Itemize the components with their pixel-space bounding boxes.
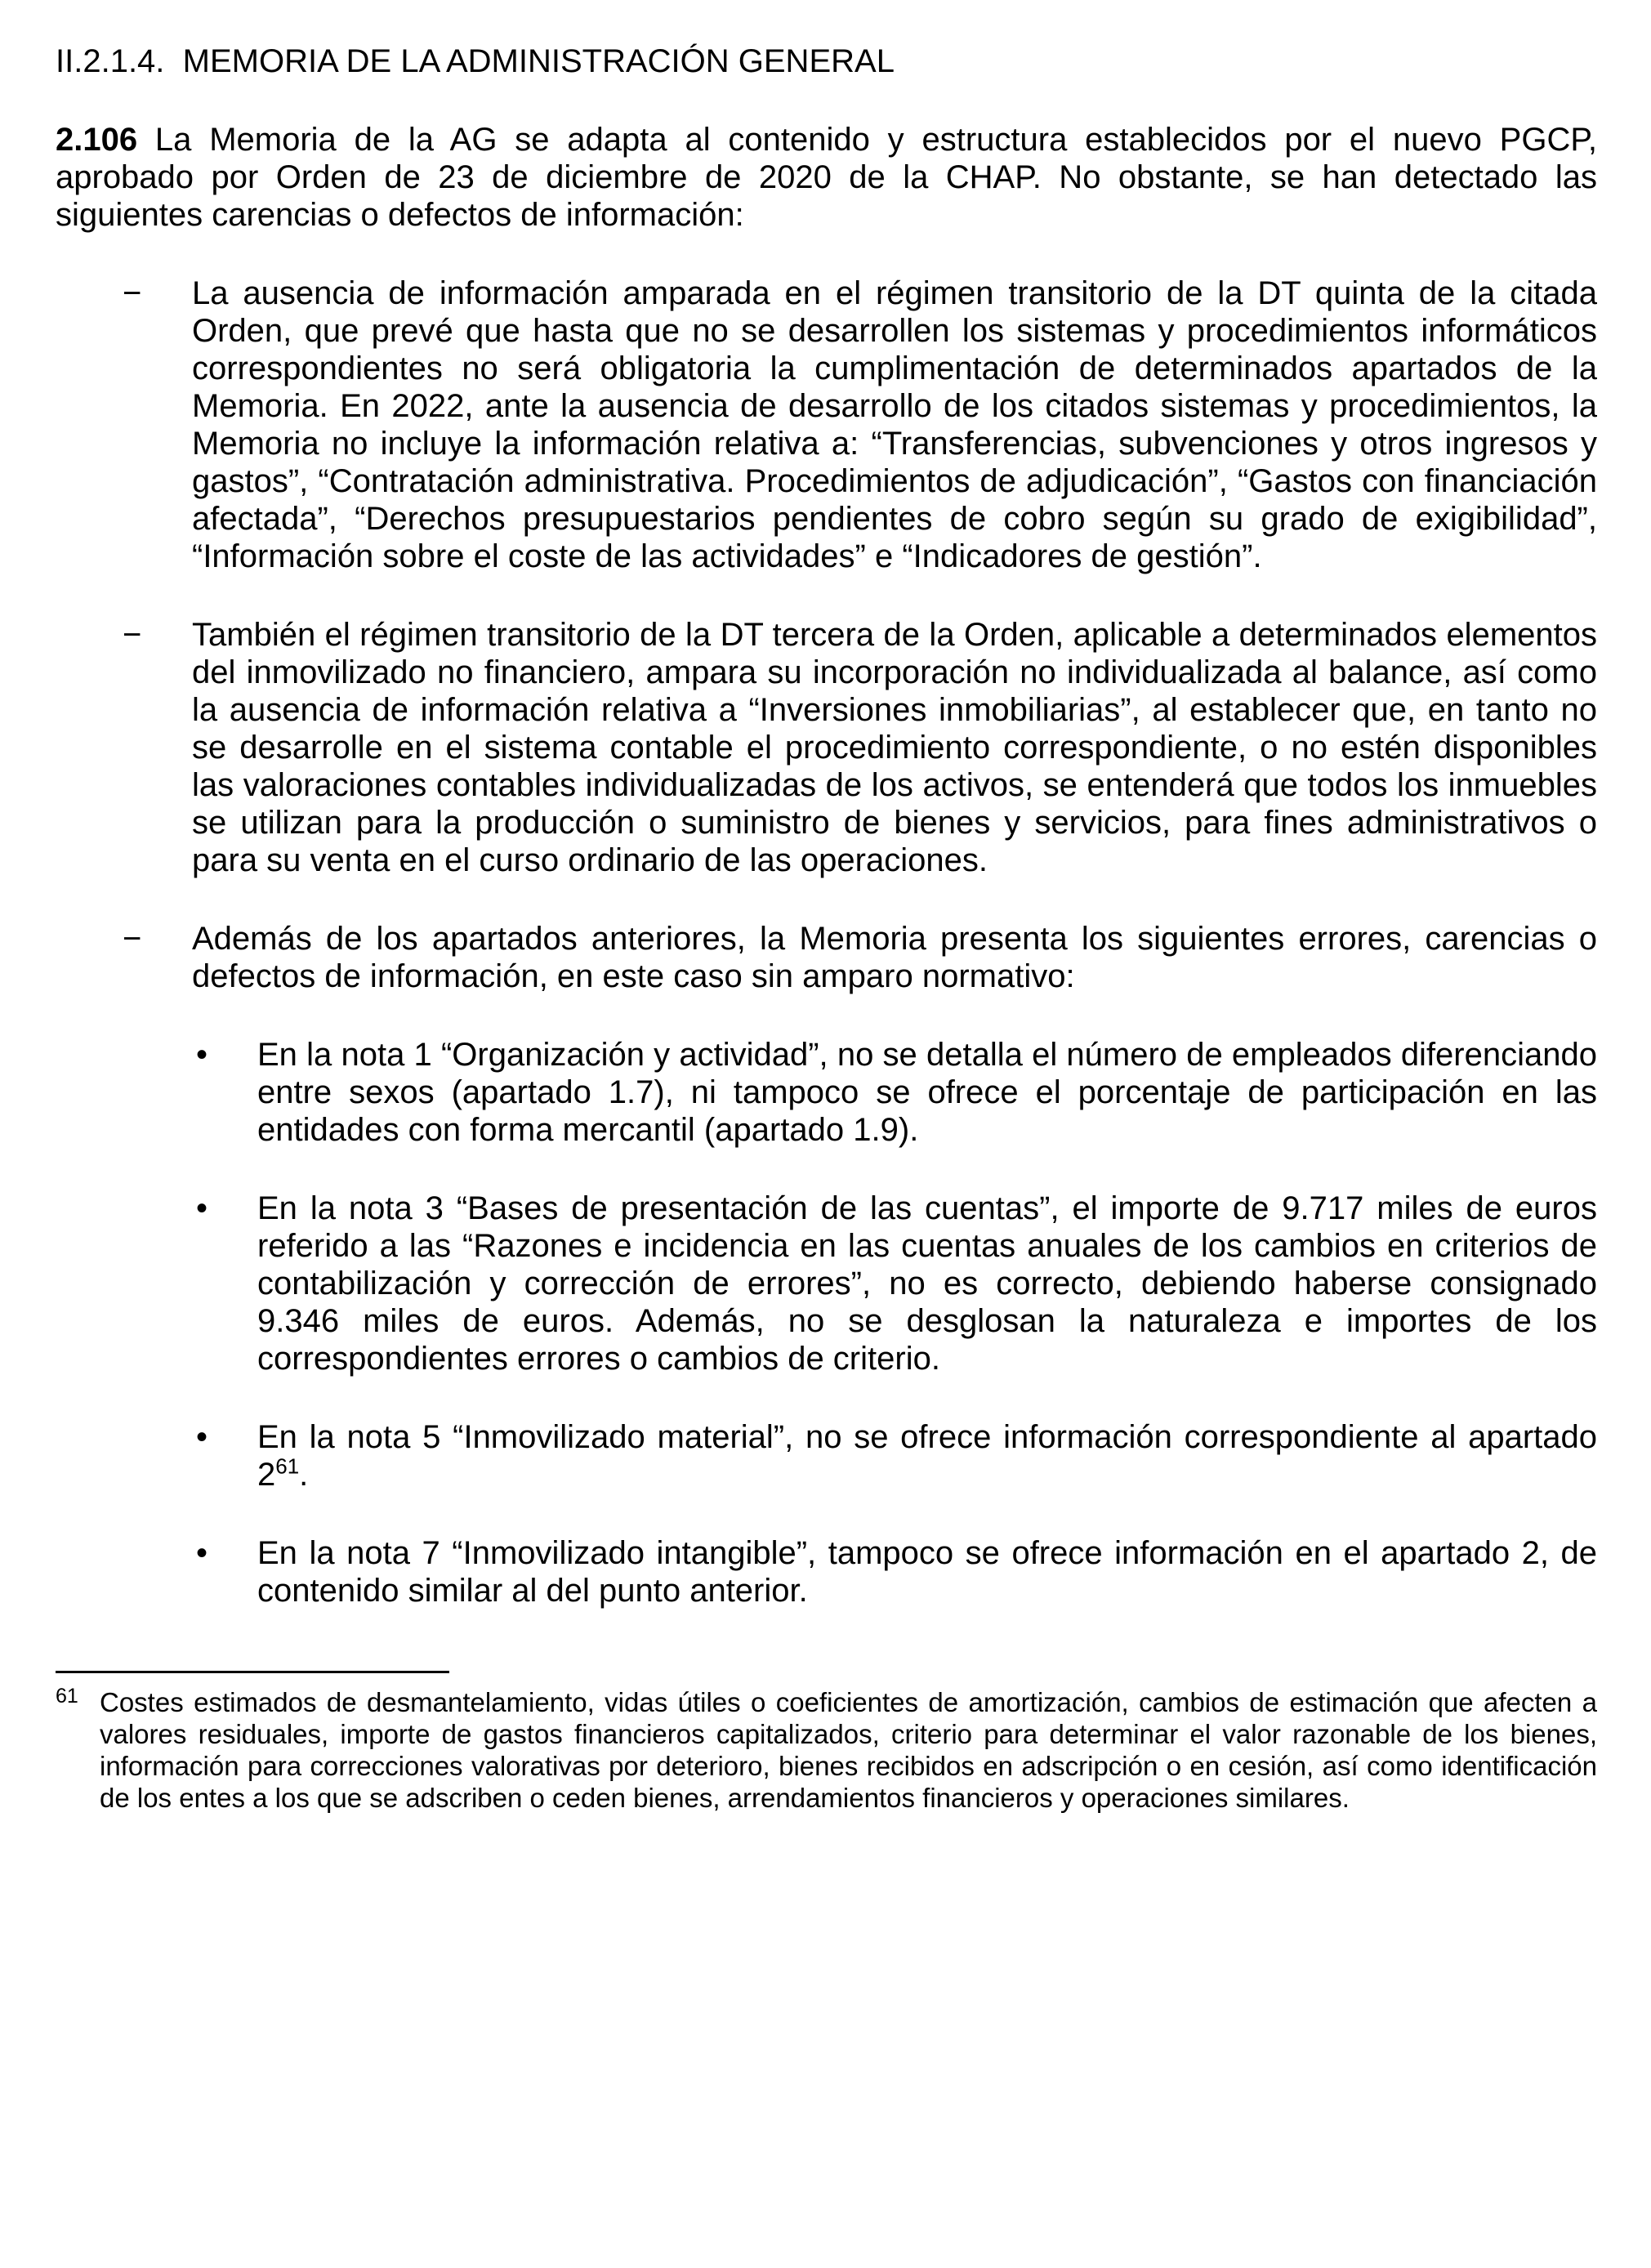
bullet-marker: • [196,1535,208,1571]
footnote-number: 61 [56,1685,78,1708]
footnote-separator-rule [56,1671,449,1673]
dash-marker: − [123,617,142,653]
bullet-list-item [56,1036,1597,1149]
bullet-item-text: En la nota 3 “Bases de presentación de las cuentas”, el importe de 9.717 miles de euros referido a las “Razones e incidencia en las cuentas anuales de los cambios en criterios de contabilización y corrección de errores”, no es correcto, debiendo haberse consignado 9.346 miles de euros. Además, no se desglosan la naturaleza e importes de los correspondientes errores o cambios de criterio. [257,1190,1597,1377]
dash-item-text: Además de los apartados anteriores, la Memoria presenta los siguientes errores, carencias o defectos de información, en este caso sin amparo normativo: [192,921,1597,994]
bullet-item-text-end: . [299,1457,309,1493]
bullet-list-item [56,1534,1597,1609]
bullet-item-text: En la nota 5 “Inmovilizado material”, no se ofrece información correspondiente al apartado 2 [257,1419,1597,1493]
bullet-item-text: En la nota 1 “Organización y actividad”, no se detalla el número de empleados diferenciando entre sexos (apartado 1.7), ni tampoco se ofrece el porcentaje de participación en las entidades con forma mercantil (apartado 1.9). [257,1037,1597,1148]
footnote-section [56,1671,1597,1814]
bullet-marker: • [196,1037,208,1073]
dash-list-item [56,275,1597,575]
bullet-marker: • [196,1190,208,1226]
bullet-marker: • [196,1419,208,1455]
section-heading: II.2.1.4. MEMORIA DE LA ADMINISTRACIÓN GENERAL [56,43,895,79]
dash-item-text: También el régimen transitorio de la DT tercera de la Orden, aplicable a determinados elementos del inmovilizado no financiero, ampara su incorporación no individualizada al balance, así como la ausencia de información relativa a “Inversiones inmobiliarias”, al establecer que, en tanto no se desarrolle en el sistema contable el procedimiento correspondiente, o no estén disponibles las valoraciones contables individualizadas de los activos, se entenderá que todos los inmuebles se utilizan para la producción o suministro de bienes y servicios, para fines administrativos o para su venta en el curso ordinario de las operaciones. [192,617,1597,878]
dash-list-item [56,616,1597,879]
intro-paragraph-text: La Memoria de la AG se adapta al contenido y estructura establecidos por el nuevo PGCP, aprobado por Orden de 23 de diciembre de 2020 de la CHAP. No obstante, se han detectado las siguientes carencias o defectos de información: [56,122,1597,233]
paragraph-number: 2.106 [56,122,138,158]
intro-paragraph [56,121,1597,234]
bullet-item-text: En la nota 7 “Inmovilizado intangible”, tampoco se ofrece información en el apartado 2, de contenido similar al del punto anterior. [257,1535,1597,1609]
dash-list-item [56,920,1597,995]
bullet-list-item [56,1418,1597,1493]
footnote [56,1686,1597,1814]
dash-marker: − [123,275,142,311]
dash-marker: − [123,921,142,957]
bullet-list-item [56,1190,1597,1377]
footnote-reference: 61 [275,1453,300,1479]
footnote-text: Costes estimados de desmantelamiento, vidas útiles o coeficientes de amortización, cambios de estimación que afecten a valores residuales, importe de gastos financieros capitalizados, criterio para determinar el valor razonable de los bienes, información para correcciones valorativas por deterioro, bienes recibidos en adscripción o en cesión, así como identificación de los entes a los que se adscriben o ceden bienes, arrendamientos financieros y operaciones similares. [100,1687,1597,1813]
dash-item-text: La ausencia de información amparada en el régimen transitorio de la DT quinta de la citada Orden, que prevé que hasta que no se desarrollen los sistemas y procedimientos informáticos correspondientes no será obligatoria la cumplimentación de determinados apartados de la Memoria. En 2022, ante la ausencia de desarrollo de los citados sistemas y procedimientos, la Memoria no incluye la información relativa a: “Transferencias, subvenciones y otros ingresos y gastos”, “Contratación administrativa. Procedimientos de adjudicación”, “Gastos con financiación afectada”, “Derechos presupuestarios pendientes de cobro según su grado de exigibilidad”, “Información sobre el coste de las actividades” e “Indicadores de gestión”. [192,275,1597,574]
